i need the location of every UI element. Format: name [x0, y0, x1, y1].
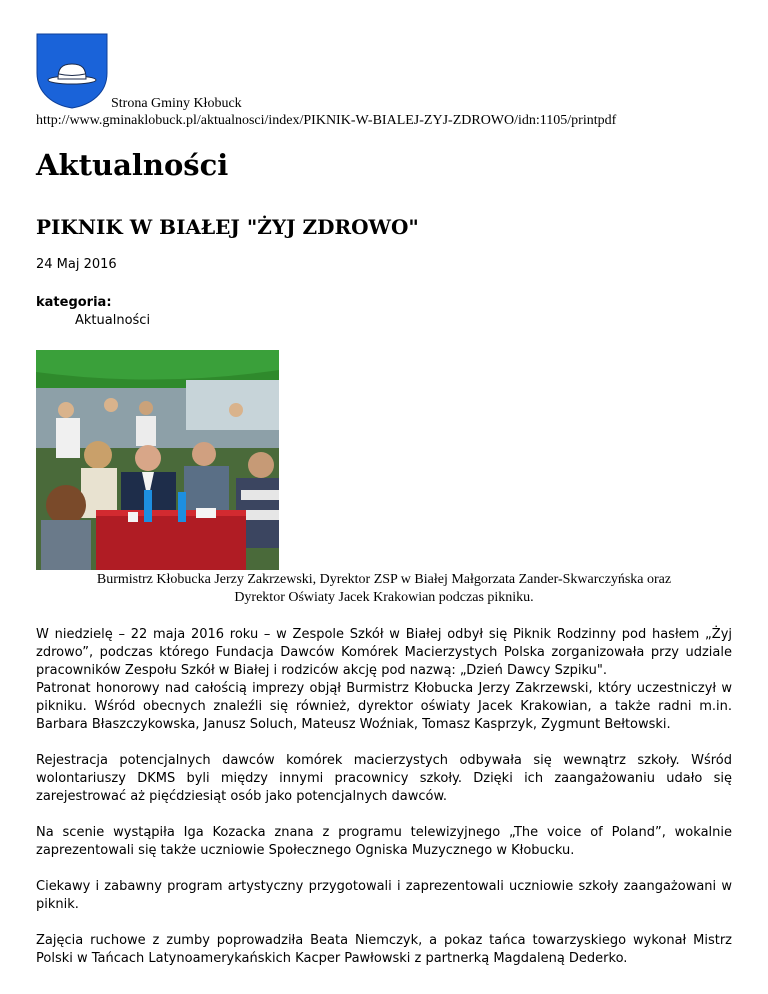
article-paragraph: Na scenie wystąpiła Iga Kozacka znana z programu telewizyjnego „The voice of Poland”, wokalnie zaprezentowali się także uczniowie Społecznego Ogniska Muzycznego w Kłobucku. — [36, 825, 732, 858]
article-paragraph: Zajęcia ruchowe z zumby poprowadziła Beata Niemczyk, a pokaz tańca towarzyskiego wykonał Mistrz Polski w Tańcach Latynoamerykańskich Kacper Pawłowski z partnerką Magdaleną Dederko. — [36, 933, 732, 966]
article-paragraph: Rejestracja potencjalnych dawców komórek macierzystych odbywała się wewnątrz szkoły. Wśród wolontariuszy DKMS byli między innymi pracownicy szkoły. Dzięki ich zaangażowaniu udało się zarejestrować aż pięćdziesiąt osób jako potencjalnych dawców. — [36, 753, 732, 804]
article-photo — [36, 350, 279, 570]
page-url: http://www.gminaklobuck.pl/aktualnosci/index/PIKNIK-W-BIALEJ-ZYJ-ZDROWO/idn:1105/printpdf — [36, 113, 617, 128]
category-value: Aktualności — [75, 313, 151, 328]
caption-line-2: Dyrektor Oświaty Jacek Krakowian podczas pikniku. — [234, 590, 534, 605]
article-title: PIKNIK W BIAŁEJ "ŻYJ ZDROWO" — [36, 215, 419, 239]
photo-caption — [36, 571, 732, 607]
section-title: Aktualności — [36, 148, 229, 182]
article-paragraph: W niedzielę – 22 maja 2016 roku – w Zespole Szkół w Białej odbył się Piknik Rodzinny pod hasłem „Żyj zdrowo”, podczas którego Fundacja Dawców Komórek Macierzystych Polska zorganizowała przy udziale pracowników Zespołu Szkół w Białej i rodziców akcję pod nazwą: „Dzień Dawcy Szpiku". — [36, 627, 732, 678]
article-paragraph: Patronat honorowy nad całością imprezy objął Burmistrz Kłobucka Jerzy Zakrzewski, który uczestniczył w pikniku. Wśród obecnych znaleźli się również, dyrektor oświaty Jacek Krakowian, a także radni m.in. Barbara Błaszczykowska, Janusz Soluch, Mateusz Woźniak, Tomasz Kasprzyk, Zygmunt Bełtowski. — [36, 681, 732, 732]
article-paragraph: Ciekawy i zabawny program artystyczny przygotowali i zaprezentowali uczniowie szkoły zaangażowani w piknik. — [36, 879, 732, 912]
site-name: Strona Gminy Kłobuck — [111, 96, 242, 111]
caption-line-1: Burmistrz Kłobucka Jerzy Zakrzewski, Dyrektor ZSP w Białej Małgorzata Zander-Skwarczyńska oraz — [96, 572, 672, 587]
article-date: 24 Maj 2016 — [36, 257, 117, 272]
article-body — [36, 626, 732, 986]
municipality-crest-logo — [36, 33, 108, 109]
category-label: kategoria: — [36, 295, 112, 310]
